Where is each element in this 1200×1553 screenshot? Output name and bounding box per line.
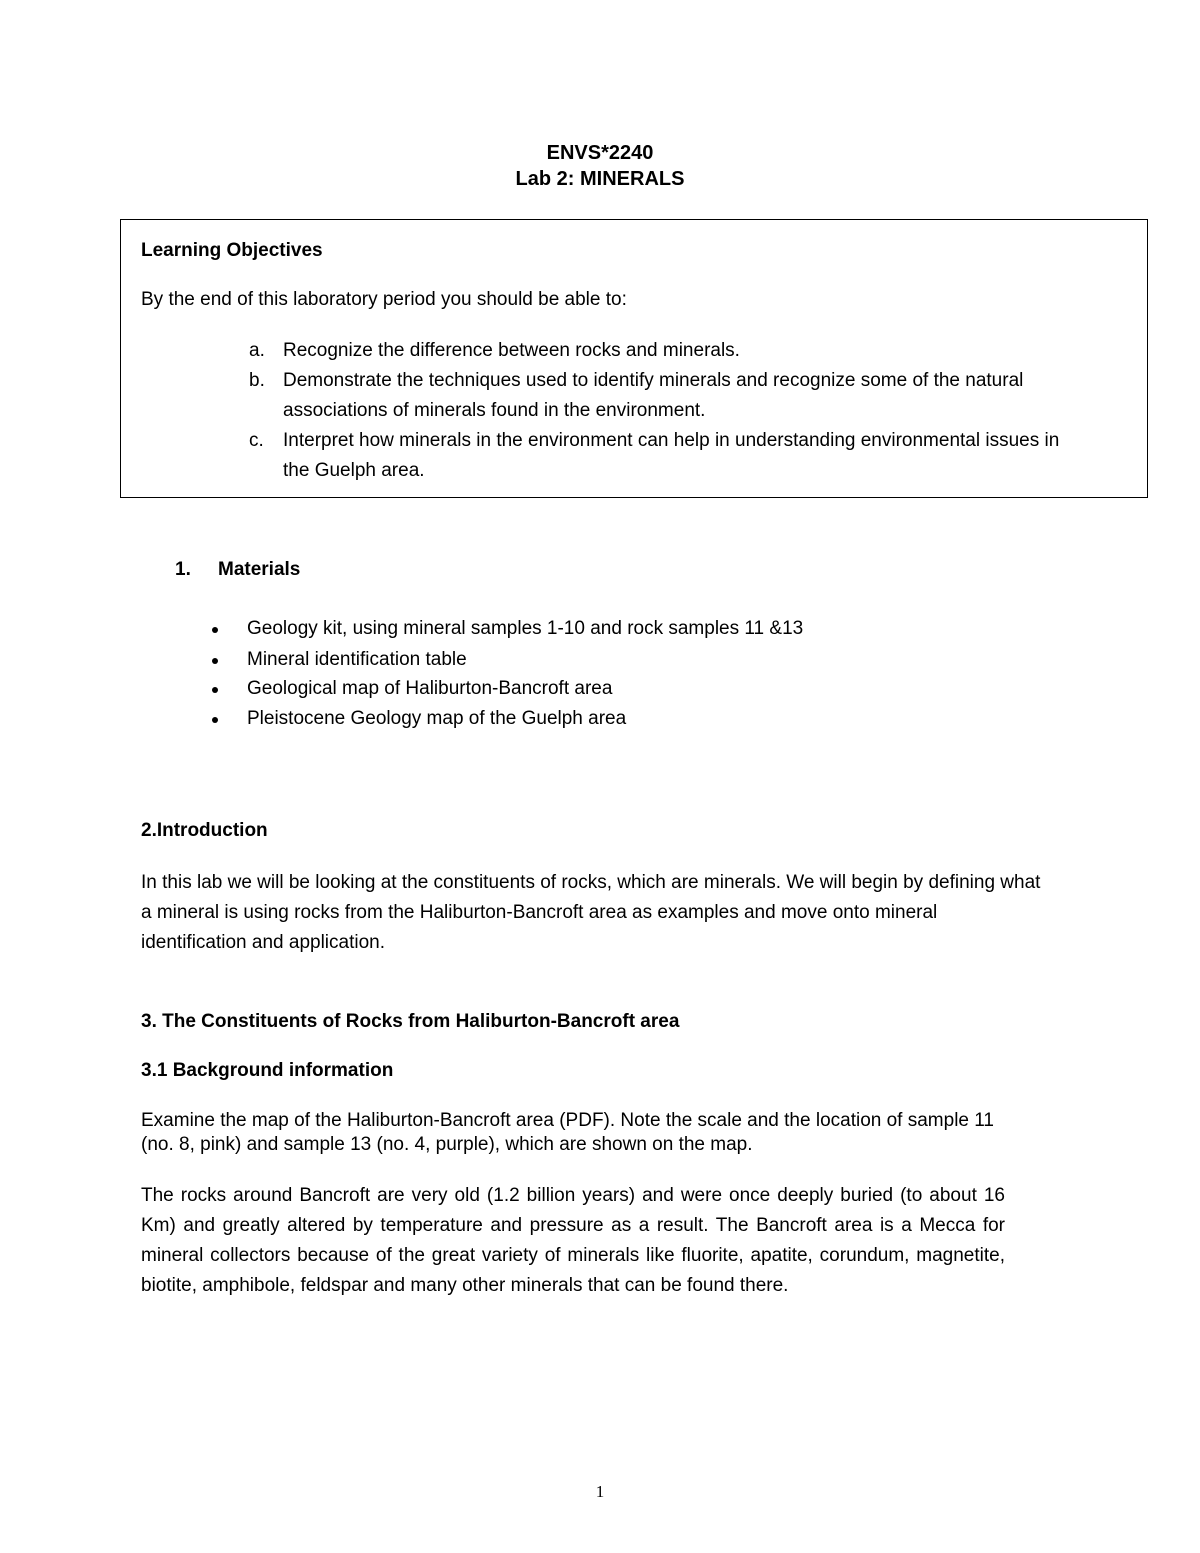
learning-objectives-intro: By the end of this laboratory period you should be able to:	[141, 289, 627, 310]
objective-text: Recognize the difference between rocks and minerals.	[283, 340, 740, 361]
lab-title: Lab 2: MINERALS	[515, 168, 685, 190]
objective-text: Demonstrate the techniques used to identify minerals and recognize some of the natural associations of minerals found in the environment.	[283, 370, 1062, 421]
bullet-icon	[212, 658, 218, 664]
materials-item-text: Mineral identification table	[247, 649, 467, 670]
background-paragraph-1: Examine the map of the Haliburton-Bancroft area (PDF). Note the scale and the location of sample 11 (no. 8, pink) and sample 13 (no. 4, purple), which are shown on the map.	[141, 1110, 994, 1155]
learning-objectives-title: Learning Objectives	[141, 240, 323, 261]
materials-number: 1.	[175, 559, 191, 580]
section-3-title: 3. The Constituents of Rocks from Haliburton-Bancroft area	[141, 1011, 680, 1032]
bullet-icon	[212, 717, 218, 723]
materials-title: Materials	[218, 559, 301, 580]
course-code: ENVS*2240	[546, 142, 654, 164]
objective-letter: a.	[249, 340, 265, 361]
bullet-icon	[212, 687, 218, 693]
background-paragraph-2: The rocks around Bancroft are very old (1.2 billion years) and were once deeply buried (to about 16 Km) and greatly altered by temperature and pressure as a result. The Bancroft area is a Mecca for mineral collectors because of the great variety of minerals like fluorite, apatite, corundum, magnetite, biotite, amphibole, feldspar and many other minerals that can be found there.	[141, 1185, 1005, 1296]
subsection-3-1-title: 3.1 Background information	[141, 1060, 394, 1081]
objective-letter: b.	[249, 370, 265, 391]
objective-text: Interpret how minerals in the environment can help in understanding environmental issues in the Guelph area.	[283, 430, 1060, 481]
introduction-paragraph: In this lab we will be looking at the constituents of rocks, which are minerals. We will begin by defining what a mineral is using rocks from the Haliburton-Bancroft area as examples and move onto mineral identification and application.	[141, 872, 1041, 953]
page-number: 1	[595, 1482, 605, 1501]
introduction-title: 2.Introduction	[141, 820, 268, 841]
objective-letter: c.	[249, 430, 264, 451]
materials-item-text: Geology kit, using mineral samples 1-10 and rock samples 11 &13	[247, 618, 804, 639]
materials-item-text: Pleistocene Geology map of the Guelph area	[247, 708, 627, 729]
bullet-icon	[212, 627, 218, 633]
materials-item-text: Geological map of Haliburton-Bancroft area	[247, 678, 613, 699]
